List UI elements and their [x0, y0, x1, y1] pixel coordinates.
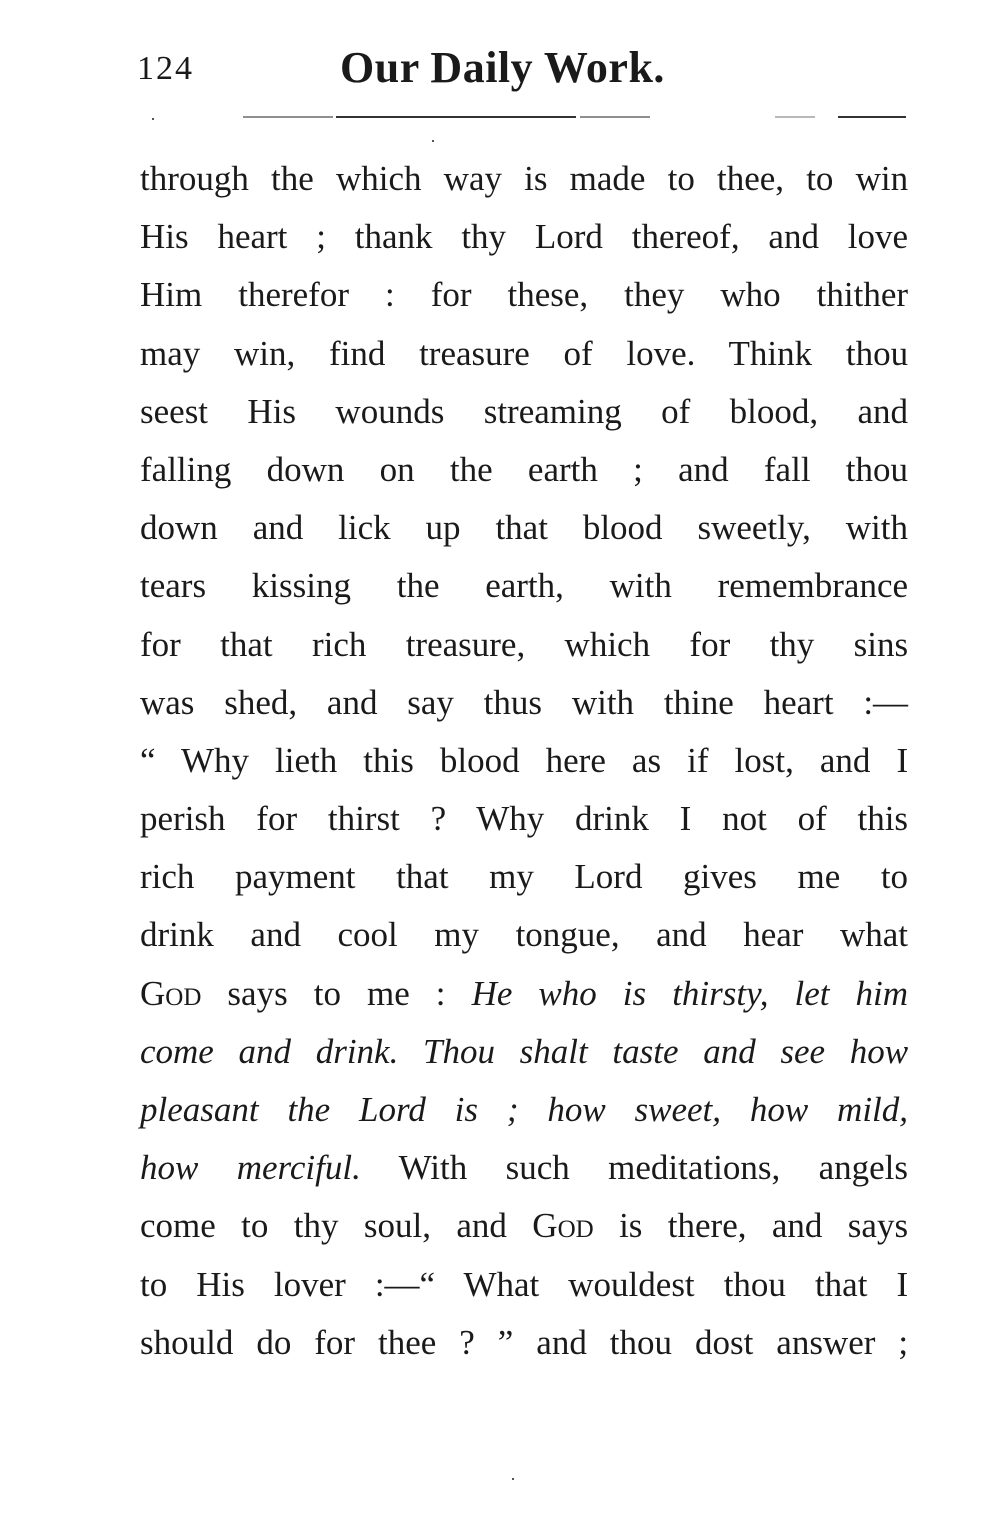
text-line	[140, 732, 908, 790]
text-word: streaming	[483, 391, 622, 431]
text-word: and	[768, 217, 819, 257]
text-word: lieth	[275, 740, 338, 780]
text-word: my	[489, 857, 534, 897]
text-word: Lord	[534, 217, 603, 257]
text-word: thereof,	[631, 217, 740, 257]
text-word: the	[449, 449, 493, 489]
text-word: I	[679, 799, 692, 839]
text-word: find	[328, 333, 386, 373]
text-word: therefor	[238, 275, 349, 315]
text-line	[140, 1081, 908, 1139]
text-word: ;	[633, 449, 643, 489]
text-word: thirsty,	[672, 973, 769, 1013]
text-word: who	[538, 973, 597, 1013]
text-line	[140, 1139, 908, 1197]
text-word: taste	[612, 1031, 679, 1071]
text-word: and	[456, 1206, 507, 1246]
text-word: Why	[180, 740, 249, 780]
text-word: how	[749, 1090, 809, 1129]
text-word: sweet,	[634, 1090, 722, 1129]
text-word: answer	[776, 1322, 876, 1362]
text-word: is	[454, 1090, 479, 1129]
text-word: Him	[140, 275, 203, 315]
text-word: sins	[853, 624, 909, 664]
text-word: What	[463, 1264, 540, 1304]
text-word: God	[532, 1206, 594, 1246]
text-word: thither	[816, 275, 909, 315]
header-rule-segment	[580, 116, 650, 118]
text-word: to	[313, 973, 341, 1013]
text-word: of	[661, 391, 691, 431]
text-word: and	[326, 682, 378, 722]
print-speck	[512, 1478, 514, 1480]
text-word: that	[495, 508, 548, 548]
text-word: to	[241, 1206, 269, 1246]
text-word: Thou	[423, 1031, 495, 1071]
text-line	[140, 1314, 908, 1372]
text-word: kissing	[251, 566, 351, 606]
text-word: ;	[898, 1322, 909, 1362]
text-word: Lord	[359, 1090, 426, 1129]
text-word: me	[367, 973, 410, 1013]
text-word: God	[140, 973, 202, 1013]
text-word: thy	[461, 217, 507, 257]
text-word: blood,	[729, 391, 819, 431]
text-word: thou	[845, 449, 909, 489]
text-word: thirst	[327, 799, 400, 839]
text-word: tears	[140, 566, 207, 606]
text-word: and	[250, 915, 301, 955]
text-word: His	[196, 1264, 245, 1304]
text-word: meditations,	[608, 1148, 781, 1188]
text-word: With	[398, 1148, 468, 1188]
text-word: treasure,	[405, 624, 526, 664]
text-word: and	[536, 1322, 587, 1362]
text-word: with	[845, 508, 909, 548]
text-word: angels	[818, 1148, 909, 1188]
text-line	[140, 1197, 908, 1255]
text-word: sweetly,	[697, 508, 811, 548]
text-word: thank	[354, 217, 433, 257]
text-word: ;	[506, 1090, 519, 1129]
text-word: is	[619, 1206, 643, 1246]
text-word: down	[140, 508, 218, 548]
text-word: lover	[273, 1264, 346, 1304]
text-word: hear	[743, 915, 804, 955]
text-word: rich	[311, 624, 367, 664]
text-line	[140, 499, 908, 557]
text-word: way	[443, 159, 502, 198]
text-word: not	[722, 799, 767, 839]
header-rule-segment	[243, 116, 333, 118]
text-word: treasure	[419, 333, 530, 373]
text-word: thee,	[717, 159, 785, 198]
text-word: thy	[769, 624, 815, 664]
text-word: which	[564, 624, 651, 664]
text-word: ?	[430, 799, 447, 839]
text-word: “	[140, 740, 156, 780]
text-word: the	[271, 159, 314, 198]
text-word: should	[140, 1322, 234, 1362]
text-word: come	[140, 1031, 214, 1071]
text-word: blood	[439, 740, 520, 780]
text-word: mild,	[837, 1090, 909, 1129]
body-text	[140, 150, 908, 1372]
text-word: He	[471, 973, 513, 1013]
text-word: drink	[140, 915, 214, 955]
text-word: merciful.	[236, 1148, 361, 1188]
text-word: was	[140, 682, 195, 722]
text-word: how	[140, 1148, 199, 1188]
text-word: come	[140, 1206, 216, 1246]
text-word: :	[435, 973, 446, 1013]
text-word: thus	[483, 682, 543, 722]
text-word: dost	[694, 1322, 754, 1362]
text-word: win	[855, 159, 909, 198]
text-word: and	[857, 391, 909, 431]
text-word: the	[396, 566, 440, 606]
text-word: and	[819, 740, 871, 780]
text-line	[140, 325, 908, 383]
text-word: they	[624, 275, 685, 315]
text-word: for	[140, 624, 181, 664]
text-line	[140, 150, 908, 208]
text-word: me	[797, 857, 841, 897]
text-line	[140, 557, 908, 615]
text-line	[140, 208, 908, 266]
text-word: I	[896, 1264, 909, 1304]
text-word: what	[839, 915, 908, 955]
text-word: Think	[728, 333, 813, 373]
text-word: him	[855, 973, 909, 1013]
text-word: I	[896, 740, 909, 780]
text-word: fall	[763, 449, 811, 489]
text-word: love.	[626, 333, 696, 373]
text-word: wouldest	[568, 1264, 695, 1304]
text-word: such	[505, 1148, 570, 1188]
text-word: on	[379, 449, 415, 489]
text-word: :—“	[374, 1264, 436, 1304]
text-word: to	[140, 1264, 168, 1304]
text-line	[140, 906, 908, 964]
text-word: with	[571, 682, 635, 722]
text-word: is	[622, 973, 647, 1013]
text-word: how	[547, 1090, 606, 1129]
text-line	[140, 848, 908, 906]
text-word: ”	[497, 1322, 514, 1362]
text-line	[140, 266, 908, 324]
text-word: if	[687, 740, 709, 780]
text-word: remembrance	[717, 566, 909, 606]
text-word: falling	[140, 449, 232, 489]
text-word: let	[794, 973, 830, 1013]
text-word: tongue,	[515, 915, 620, 955]
text-word: with	[609, 566, 672, 606]
text-word: is	[524, 159, 548, 198]
text-word: there,	[667, 1206, 747, 1246]
header-rule-segment	[336, 116, 576, 118]
text-word: payment	[234, 857, 356, 897]
text-word: :—	[863, 682, 909, 722]
text-word: may	[140, 333, 201, 373]
running-head-title: Our Daily Work.	[340, 43, 665, 92]
text-word: that	[220, 624, 273, 664]
text-word: says	[847, 1206, 909, 1246]
text-word: perish	[140, 799, 226, 839]
text-word: heart	[217, 217, 288, 257]
text-word: these,	[507, 275, 589, 315]
text-word: made	[569, 159, 646, 198]
text-word: heart	[763, 682, 834, 722]
text-word: and	[771, 1206, 823, 1246]
text-line	[140, 383, 908, 441]
text-word: as	[631, 740, 662, 780]
text-word: the	[287, 1090, 331, 1129]
text-word: :	[384, 275, 395, 315]
text-word: thou	[845, 333, 909, 373]
text-word: and	[703, 1031, 756, 1071]
text-word: ?	[459, 1322, 475, 1362]
text-word: to	[806, 159, 834, 198]
text-word: of	[563, 333, 593, 373]
text-word: and	[252, 508, 304, 548]
text-word: love	[847, 217, 909, 257]
text-word: and	[238, 1031, 292, 1071]
text-word: thou	[723, 1264, 786, 1304]
text-word: up	[425, 508, 461, 548]
text-word: down	[266, 449, 345, 489]
text-line	[140, 1256, 908, 1314]
text-word: blood	[582, 508, 663, 548]
text-word: gives	[683, 857, 757, 897]
print-speck	[152, 118, 154, 120]
text-word: wounds	[335, 391, 445, 431]
text-word: earth,	[485, 566, 564, 606]
text-word: to	[667, 159, 695, 198]
text-word: Why	[476, 799, 545, 839]
text-word: Lord	[574, 857, 643, 897]
text-line	[140, 1023, 908, 1081]
text-word: here	[545, 740, 606, 780]
text-line	[140, 790, 908, 848]
text-word: shed,	[224, 682, 298, 722]
text-word: which	[335, 159, 422, 198]
text-word: through	[140, 159, 249, 198]
text-word: and	[678, 449, 729, 489]
text-word: for	[314, 1322, 356, 1362]
text-word: ;	[316, 217, 326, 257]
text-word: that	[396, 857, 449, 897]
text-word: rich	[140, 857, 195, 897]
text-word: do	[256, 1322, 292, 1362]
text-word: says	[227, 973, 288, 1013]
text-word: for	[689, 624, 731, 664]
text-word: for	[256, 799, 298, 839]
text-line	[140, 965, 908, 1023]
text-word: seest	[140, 391, 209, 431]
text-word: shalt	[519, 1031, 588, 1071]
text-word: that	[814, 1264, 868, 1304]
text-word: how	[849, 1031, 909, 1071]
text-word: thine	[663, 682, 734, 722]
text-word: pleasant	[140, 1090, 259, 1129]
text-word: for	[430, 275, 472, 315]
text-word: this	[363, 740, 414, 780]
text-word: say	[407, 682, 454, 722]
text-word: His	[247, 391, 297, 431]
print-speck	[432, 140, 434, 142]
text-word: earth	[527, 449, 598, 489]
text-word: drink	[575, 799, 649, 839]
text-word: thy	[293, 1206, 339, 1246]
text-word: cool	[337, 915, 398, 955]
text-word: drink.	[315, 1031, 399, 1071]
text-word: of	[797, 799, 827, 839]
text-word: lick	[338, 508, 391, 548]
header-rule-segment	[775, 116, 815, 118]
text-word: see	[780, 1031, 826, 1071]
text-word: thee	[378, 1322, 437, 1362]
text-word: His	[140, 217, 189, 257]
text-line	[140, 616, 908, 674]
text-word: to	[880, 857, 909, 897]
text-word: win,	[233, 333, 296, 373]
text-word: this	[857, 799, 909, 839]
text-word: lost,	[734, 740, 794, 780]
header-rule-segment	[838, 116, 906, 118]
text-line	[140, 674, 908, 732]
text-line	[140, 441, 908, 499]
page-number: 124	[137, 50, 194, 87]
text-word: and	[656, 915, 707, 955]
text-word: thou	[609, 1322, 673, 1362]
text-word: my	[434, 915, 480, 955]
text-word: who	[720, 275, 781, 315]
text-word: soul,	[363, 1206, 431, 1246]
